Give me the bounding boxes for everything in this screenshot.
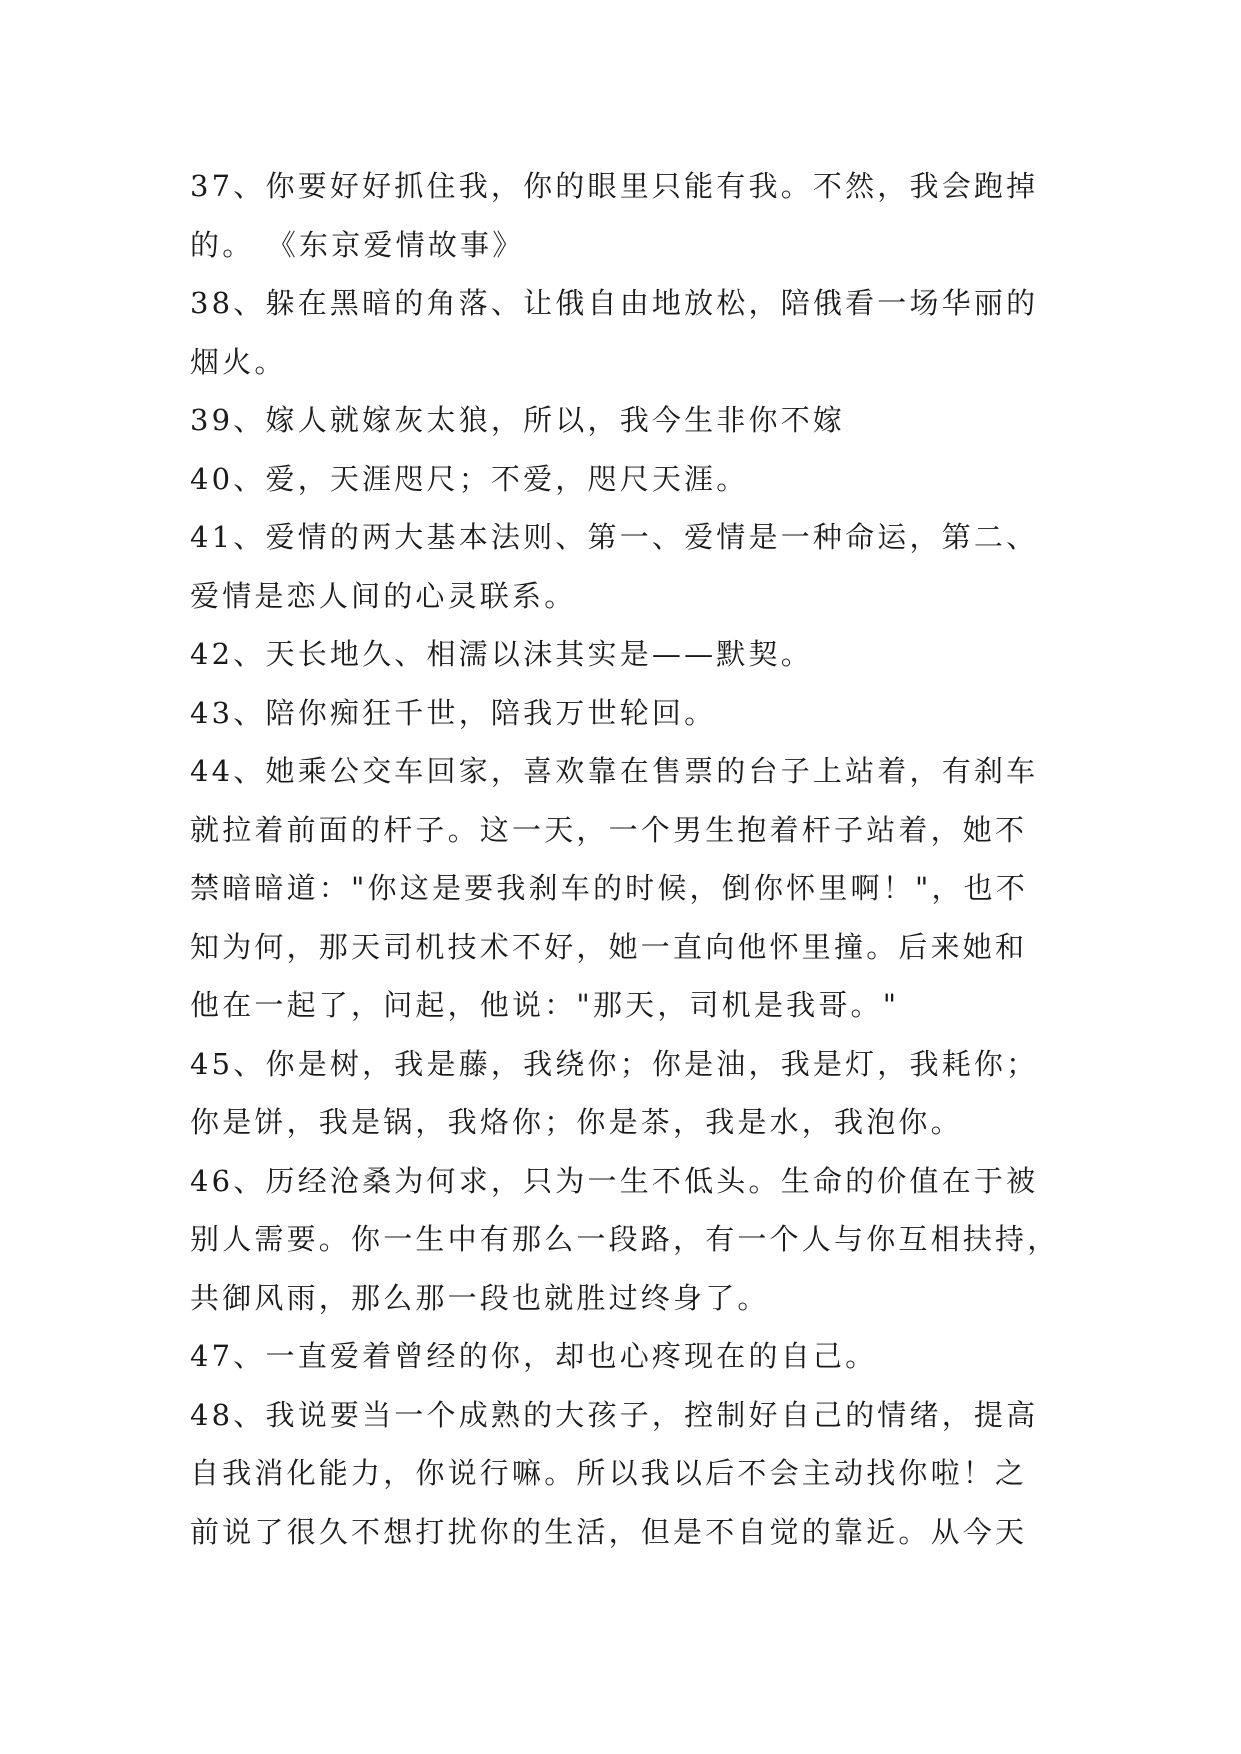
text-line: 知为何，那天司机技术不好，她一直向他怀里撞。后来她和 (190, 929, 1028, 964)
text-line: 你是饼，我是锅，我烙你；你是茶，我是水，我泡你。 (190, 1105, 963, 1139)
text-line: 烟火。 (190, 344, 287, 379)
text-line: 的。 《东京爱情故事》 (190, 227, 525, 262)
text-line: 39、嫁人就嫁灰太狼，所以，我今生非你不嫁 (190, 403, 846, 437)
document-body (190, 157, 1070, 1561)
text-line: 47、一直爱着曾经的你，却也心疼现在的自己。 (190, 1339, 878, 1373)
text-line: 40、爱，天涯咫尺；不爱，咫尺天涯。 (190, 461, 749, 496)
text-line: 44、她乘公交车回家，喜欢靠在售票的台子上站着，有刹车 (190, 754, 1039, 788)
text-line: 43、陪你痴狂千世，陪我万世轮回。 (190, 695, 717, 730)
text-line: 37、你要好好抓住我，你的眼里只能有我。不然，我会跑掉 (190, 169, 1039, 203)
text-line: 共御风雨，那么那一段也就胜过终身了。 (190, 1280, 770, 1315)
text-line: 45、你是树，我是藤，我绕你；你是油，我是灯，我耗你； (190, 1046, 1039, 1081)
text-line: 41、爱情的两大基本法则、第一、爱情是一种命运，第二、 (190, 520, 1039, 554)
text-line: 爱情是恋人间的心灵联系。 (190, 578, 577, 613)
text-line: 38、躲在黑暗的角落、让俄自由地放松，陪俄看一场华丽的 (190, 286, 1039, 320)
text-line: 48、我说要当一个成熟的大孩子，控制好自己的情绪，提高 (190, 1397, 1039, 1432)
text-line: 46、历经沧桑为何求，只为一生不低头。生命的价值在于被 (190, 1163, 1039, 1198)
text-line: 别人需要。你一生中有那么一段路，有一个人与你互相扶持， (190, 1222, 1060, 1256)
text-line: 他在一起了，问起，他说："那天，司机是我哥。" (190, 988, 900, 1022)
text-line: 42、天长地久、相濡以沫其实是——默契。 (190, 637, 813, 671)
text-line: 就拉着前面的杆子。这一天，一个男生抱着杆子站着，她不 (190, 812, 1028, 847)
text-line: 前说了很久不想打扰你的生活，但是不自觉的靠近。从今天 (190, 1514, 1028, 1549)
text-line: 禁暗暗道："你这是要我刹车的时候，倒你怀里啊！"，也不 (190, 871, 1029, 905)
text-line: 自我消化能力，你说行嘛。所以我以后不会主动找你啦！之 (190, 1456, 1028, 1490)
